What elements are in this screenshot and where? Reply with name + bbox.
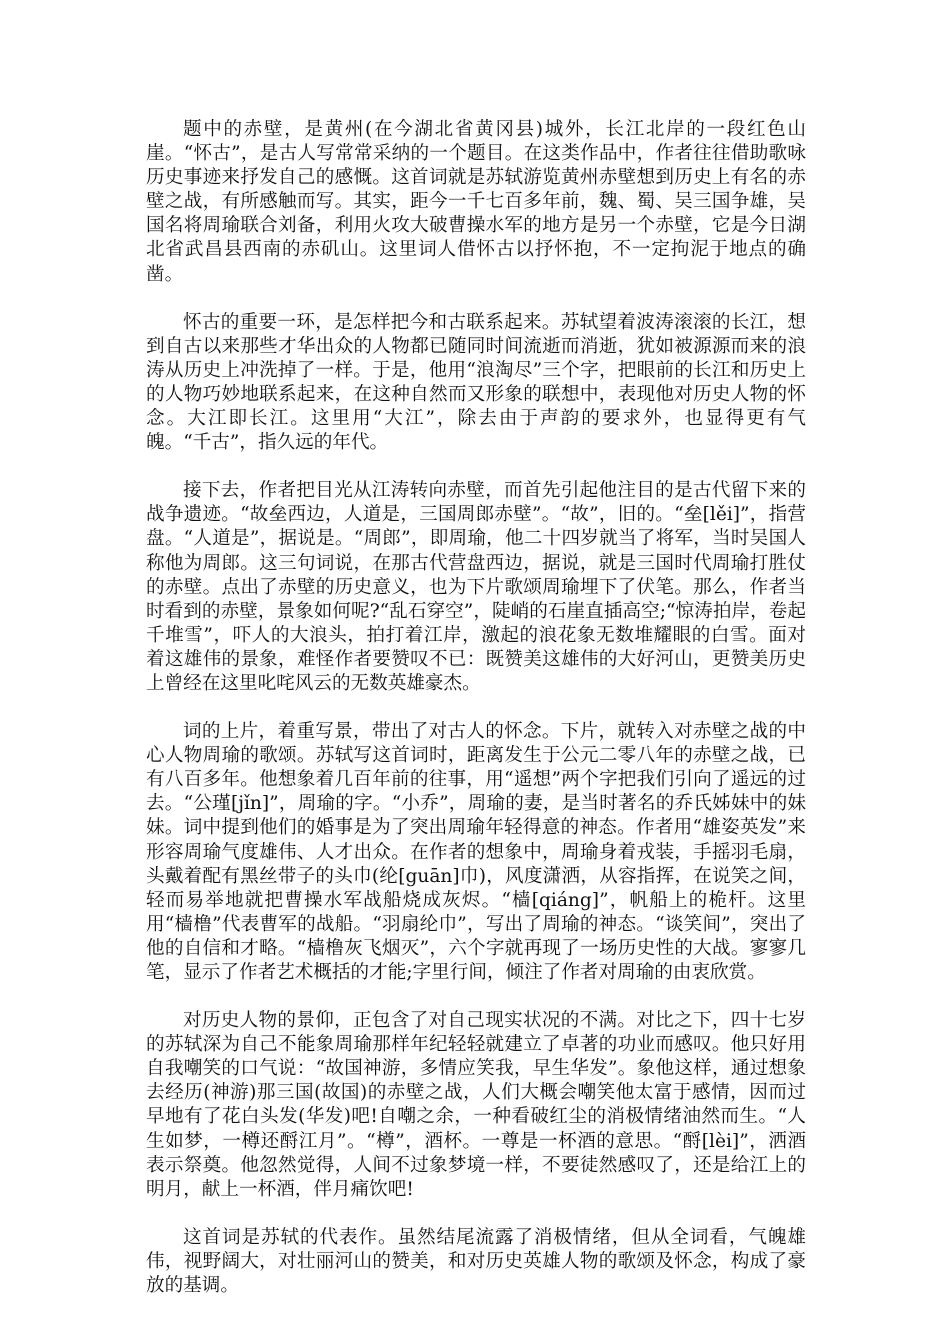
- paragraph-2: 怀古的重要一环，是怎样把今和古联系起来。苏轼望着波涛滚滚的长江，想到自古以来那些才华出众的人物都已随同时间流逝而消逝，犹如被源源而来的浪涛从历史上冲洗掉了一样。于是，他用“浪淘尽”三个字，把眼前的长江和历史上的人物巧妙地联系起来，在这种自然而又形象的联想中，表现他对历史人物的怀念。大江即长江。这里用“大江”，除去由于声韵的要求外，也显得更有气魄。“千古”，指久远的年代。: [146, 311, 806, 454]
- paragraph-6: 这首词是苏轼的代表作。虽然结尾流露了消极情绪，但从全词看，气魄雄伟，视野阔大，对壮丽河山的赞美，和对历史英雄人物的歌颂及怀念，构成了豪放的基调。: [146, 1226, 806, 1297]
- paragraph-3: 接下去，作者把目光从江涛转向赤壁，而首先引起他注目的是古代留下来的战争遗迹。“故垒西边，人道是，三国周郎赤壁”。“故”，旧的。“垒[lěi]”，指营盘。“人道是”，据说是。“周郎”，即周瑜，他二十四岁就当了将军，当时吴国人称他为周郎。这三句词说，在那古代营盘西边，据说，就是三国时代周瑜打胜仗的赤壁。点出了赤壁的历史意义，也为下片歌颂周瑜埋下了伏笔。那么，作者当时看到的赤壁，景象如何呢?“乱石穿空”，陡峭的石崖直插高空;“惊涛拍岸，卷起千堆雪”，吓人的大浪头，拍打着江岸，激起的浪花象无数堆耀眼的白雪。面对着这雄伟的景象，难怪作者要赞叹不已：既赞美这雄伟的大好河山，更赞美历史上曾经在这里叱咤风云的无数英雄豪杰。: [146, 480, 806, 694]
- document-body: [146, 118, 806, 1322]
- paragraph-1: 题中的赤壁，是黄州(在今湖北省黄冈县)城外，长江北岸的一段红色山崖。“怀古”，是古人写常常采纳的一个题目。在这类作品中，作者往往借助歌咏历史事迹来抒发自己的感慨。这首词就是苏轼游览黄州赤壁想到历史上有名的赤壁之战，有所感触而写。其实，距今一千七百多年前，魏、蜀、吴三国争雄，吴国名将周瑜联合刘备，利用火攻大破曹操水军的地方是另一个赤壁，它是今日湖北省武昌县西南的赤矶山。这里词人借怀古以抒怀抱，不一定拘泥于地点的确凿。: [146, 119, 806, 285]
- paragraph-5: 对历史人物的景仰，正包含了对自己现实状况的不满。对比之下，四十七岁的苏轼深为自己不能象周瑜那样年纪轻轻就建立了卓著的功业而感叹。他只好用自我嘲笑的口气说：“故国神游，多情应笑我，早生华发”。象他这样，通过想象去经历(神游)那三国(故国)的赤壁之战，人们大概会嘲笑他太富于感情，因而过早地有了花白头发(华发)吧!自嘲之余，一种看破红尘的消极情绪油然而生。“人生如梦，一樽还酹江月”。“樽”，酒杯。一尊是一杯酒的意思。“酹[lèi]”，洒酒表示祭奠。他忽然觉得，人间不过象梦境一样，不要徒然感叹了，还是给江上的明月，献上一杯酒，伴月痛饮吧!: [146, 1010, 806, 1200]
- paragraph-4: 词的上片，着重写景，带出了对古人的怀念。下片，就转入对赤壁之战的中心人物周瑜的歌颂。苏轼写这首词时，距离发生于公元二零八年的赤壁之战，已有八百多年。他想象着几百年前的往事，用“遥想”两个字把我们引向了遥远的过去。“公瑾[jǐn]”，周瑜的字。“小乔”，周瑜的妻，是当时著名的乔氏姊妹中的妹妹。词中提到他们的婚事是为了突出周瑜年轻得意的神态。作者用“雄姿英发”来形容周瑜气度雄伟、人才出众。在作者的想象中，周瑜身着戎装，手摇羽毛扇，头戴着配有黑丝带子的头巾(纶[guān]巾)，风度潇洒，从容指挥，在说笑之间，轻而易举地就把曹操水军战船烧成灰烬。“樯[qiáng]”，帆船上的桅杆。这里用“樯橹”代表曹军的战船。“羽扇纶巾”，写出了周瑜的神态。“谈笑间”，突出了他的自信和才略。“樯橹灰飞烟灭”，六个字就再现了一场历史性的大战。寥寥几笔，显示了作者艺术概括的才能;字里行间，倾注了作者对周瑜的由衷欣赏。: [146, 721, 806, 983]
